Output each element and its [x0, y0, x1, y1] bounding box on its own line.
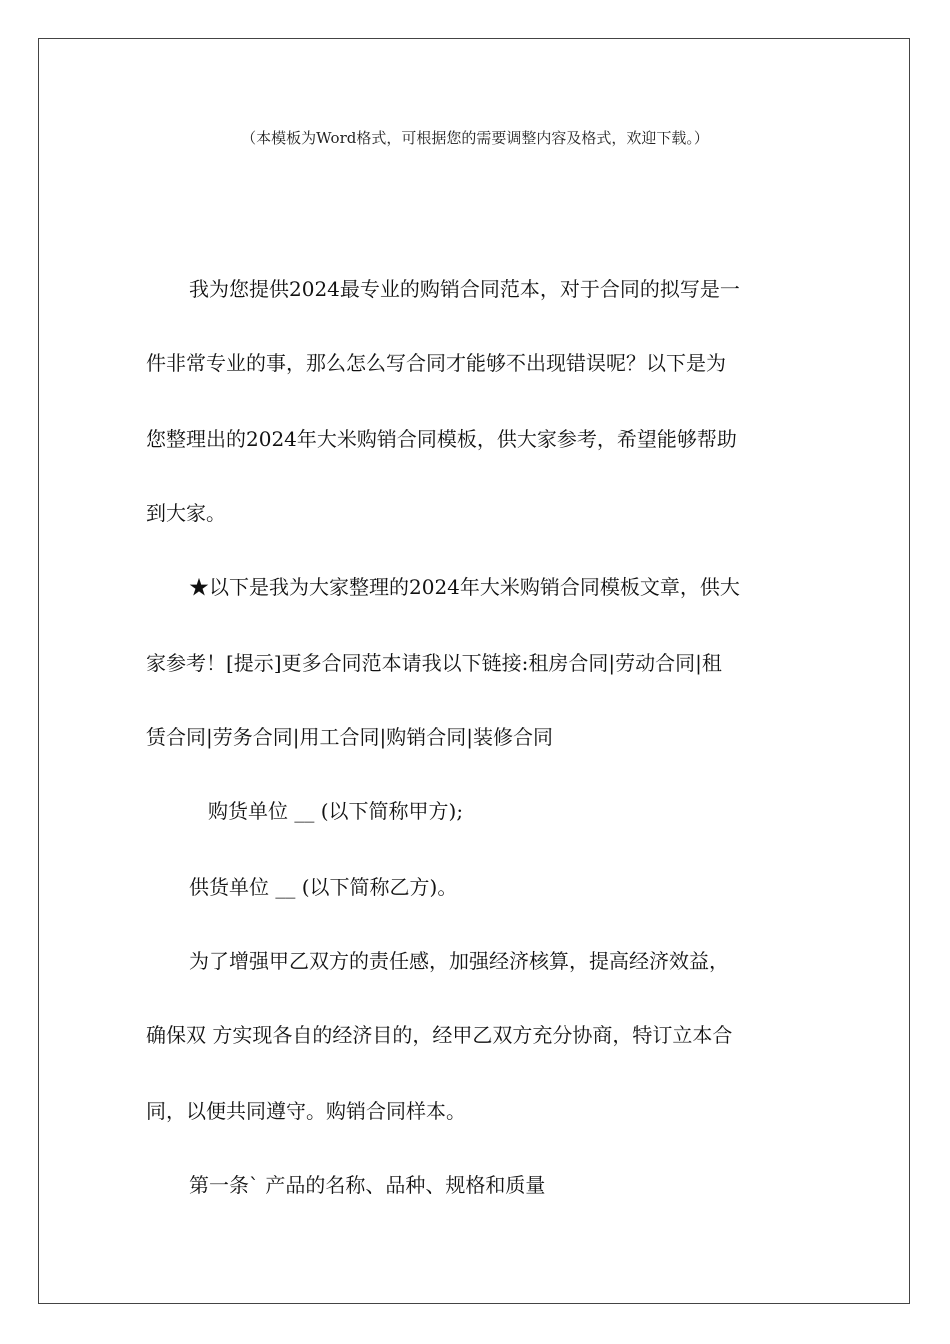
paragraph-line: 确保双 方实现各自的经济目的，经甲乙双方充分协商，特订立本合 [146, 1023, 733, 1047]
buyer-line: 购货单位 __ (以下简称甲方); [208, 799, 464, 823]
paragraph-line: 赁合同|劳务合同|用工合同|购销合同|装修合同 [146, 725, 553, 749]
paragraph-line: 同，以便共同遵守。购销合同样本。 [146, 1099, 466, 1123]
paragraph-line: 为了增强甲乙双方的责任感，加强经济核算，提高经济效益， [189, 949, 729, 973]
supplier-line: 供货单位 __ (以下简称乙方)。 [189, 875, 458, 899]
paragraph-line: 件非常专业的事，那么怎么写合同才能够不出现错误呢？以下是为 [146, 351, 726, 375]
paragraph-line: ★以下是我为大家整理的2024年大米购销合同模板文章，供大 [189, 575, 740, 599]
paragraph-line: 我为您提供2024最专业的购销合同范本，对于合同的拟写是一 [189, 277, 740, 301]
paragraph-line: 到大家。 [146, 501, 226, 525]
article-heading: 第一条` 产品的名称、品种、规格和质量 [189, 1173, 546, 1197]
paragraph-line: 家参考！[提示]更多合同范本请我以下链接:租房合同|劳动合同|租 [146, 651, 722, 675]
paragraph-line: 您整理出的2024年大米购销合同模板，供大家参考，希望能够帮助 [146, 427, 737, 451]
template-note: （本模板为Word格式，可根据您的需要调整内容及格式，欢迎下载。） [241, 129, 709, 147]
